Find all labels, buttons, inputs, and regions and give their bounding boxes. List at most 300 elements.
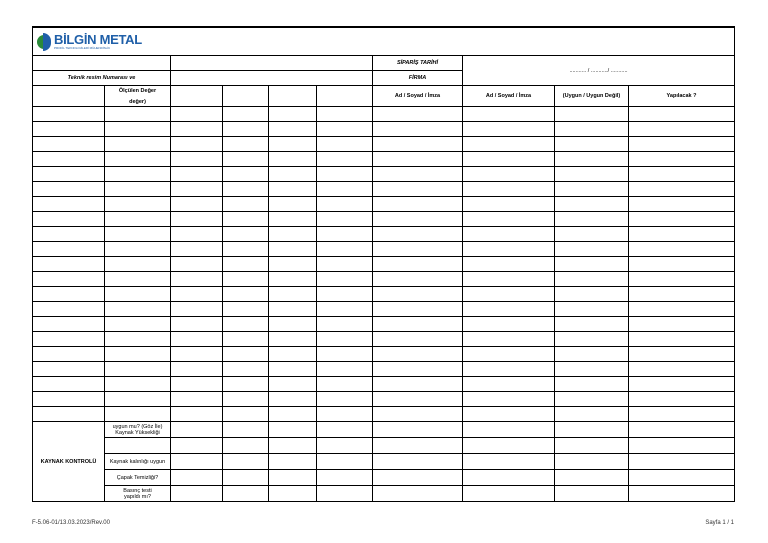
form-cell[interactable] <box>373 332 463 347</box>
form-cell[interactable] <box>555 212 629 227</box>
form-cell[interactable] <box>171 167 223 182</box>
form-cell[interactable] <box>555 302 629 317</box>
form-cell[interactable] <box>33 197 105 212</box>
form-cell[interactable] <box>223 257 269 272</box>
form-cell[interactable] <box>629 167 735 182</box>
form-cell[interactable] <box>105 332 171 347</box>
form-cell[interactable] <box>317 377 373 392</box>
form-cell[interactable] <box>269 332 317 347</box>
form-cell[interactable] <box>223 392 269 407</box>
form-cell[interactable] <box>105 242 171 257</box>
form-cell[interactable] <box>33 227 105 242</box>
form-cell[interactable] <box>223 302 269 317</box>
ad-soyad-header-2: Ad / Soyad / İmza <box>463 86 555 107</box>
form-cell[interactable] <box>629 242 735 257</box>
form-cell[interactable] <box>629 197 735 212</box>
form-cell[interactable] <box>105 122 171 137</box>
form-cell[interactable] <box>171 407 223 422</box>
form-cell[interactable] <box>463 422 555 438</box>
form-cell[interactable] <box>463 377 555 392</box>
form-cell[interactable] <box>629 182 735 197</box>
inspection-form <box>32 26 734 516</box>
form-cell[interactable] <box>629 317 735 332</box>
form-cell[interactable] <box>317 212 373 227</box>
form-cell[interactable] <box>33 272 105 287</box>
form-cell[interactable] <box>629 377 735 392</box>
olculen-deger-header <box>105 86 171 107</box>
form-cell[interactable] <box>269 167 317 182</box>
form-row <box>33 167 735 182</box>
form-cell[interactable] <box>223 287 269 302</box>
form-cell[interactable] <box>373 227 463 242</box>
form-cell[interactable] <box>269 137 317 152</box>
form-cell[interactable] <box>463 122 555 137</box>
form-cell[interactable] <box>269 392 317 407</box>
form-row <box>33 272 735 287</box>
form-cell[interactable] <box>223 407 269 422</box>
siparis-tarihi-label: SİPARİŞ TARİHİ <box>373 56 463 71</box>
ad-soyad-header-1: Ad / Soyad / İmza <box>373 86 463 107</box>
form-cell[interactable] <box>629 107 735 122</box>
kaynak-item-line: yapıldı mı? <box>124 493 151 500</box>
form-cell[interactable] <box>463 362 555 377</box>
form-cell[interactable] <box>463 182 555 197</box>
form-cell[interactable] <box>171 362 223 377</box>
form-cell[interactable] <box>317 107 373 122</box>
form-cell[interactable] <box>317 197 373 212</box>
form-cell[interactable] <box>33 152 105 167</box>
form-cell[interactable] <box>223 422 269 438</box>
form-cell[interactable] <box>373 470 463 486</box>
form-cell[interactable] <box>629 152 735 167</box>
form-cell[interactable] <box>171 212 223 227</box>
form-cell[interactable] <box>463 392 555 407</box>
teknik-resim-label: Teknik resim Numarası ve <box>33 71 171 86</box>
form-cell[interactable] <box>629 422 735 438</box>
form-cell[interactable] <box>555 347 629 362</box>
form-cell[interactable] <box>105 362 171 377</box>
form-cell[interactable] <box>373 422 463 438</box>
form-cell[interactable] <box>555 362 629 377</box>
form-cell[interactable] <box>33 377 105 392</box>
kaynak-item <box>105 486 171 502</box>
form-cell[interactable] <box>373 392 463 407</box>
form-cell[interactable] <box>269 182 317 197</box>
form-cell[interactable] <box>555 287 629 302</box>
form-cell[interactable] <box>629 470 735 486</box>
form-cell[interactable] <box>317 242 373 257</box>
form-table <box>32 26 735 502</box>
form-cell[interactable] <box>317 347 373 362</box>
form-cell[interactable] <box>555 137 629 152</box>
form-cell[interactable] <box>269 486 317 502</box>
form-cell[interactable] <box>317 272 373 287</box>
form-cell[interactable] <box>223 167 269 182</box>
form-cell[interactable] <box>223 227 269 242</box>
form-cell[interactable] <box>33 137 105 152</box>
form-row <box>33 137 735 152</box>
form-cell[interactable] <box>555 422 629 438</box>
form-cell[interactable] <box>317 332 373 347</box>
form-cell[interactable] <box>33 317 105 332</box>
form-cell[interactable] <box>373 377 463 392</box>
yapilacak-header: Yapılacak ? <box>629 86 735 107</box>
form-cell[interactable] <box>463 347 555 362</box>
form-cell[interactable] <box>171 182 223 197</box>
form-cell[interactable] <box>171 302 223 317</box>
form-cell[interactable] <box>555 107 629 122</box>
form-cell[interactable] <box>317 287 373 302</box>
form-cell[interactable] <box>33 212 105 227</box>
form-cell[interactable] <box>223 332 269 347</box>
form-cell[interactable] <box>105 392 171 407</box>
form-cell[interactable] <box>373 257 463 272</box>
form-cell[interactable] <box>269 287 317 302</box>
form-cell[interactable] <box>171 272 223 287</box>
form-cell[interactable] <box>269 454 317 470</box>
form-cell[interactable] <box>105 377 171 392</box>
form-cell[interactable] <box>105 438 171 454</box>
form-cell[interactable] <box>269 212 317 227</box>
form-cell[interactable] <box>223 362 269 377</box>
form-cell[interactable] <box>171 486 223 502</box>
header-cell <box>317 86 373 107</box>
form-cell[interactable] <box>463 317 555 332</box>
form-cell[interactable] <box>317 302 373 317</box>
kaynak-item-line: Basınç testi <box>123 487 152 494</box>
header-cell <box>171 86 223 107</box>
olculen-deger-line2: değer) <box>129 98 146 105</box>
form-cell[interactable] <box>317 317 373 332</box>
form-cell[interactable] <box>373 302 463 317</box>
document-code: F-5.06-01/13.03.2023/Rev.00 <box>32 520 110 526</box>
form-cell[interactable] <box>463 167 555 182</box>
form-cell[interactable] <box>629 257 735 272</box>
form-cell[interactable] <box>629 407 735 422</box>
form-cell[interactable] <box>463 287 555 302</box>
form-cell[interactable] <box>171 257 223 272</box>
form-cell[interactable] <box>33 287 105 302</box>
form-cell[interactable] <box>629 212 735 227</box>
header-cell <box>33 86 105 107</box>
form-cell[interactable] <box>33 257 105 272</box>
form-cell[interactable] <box>269 438 317 454</box>
form-cell[interactable] <box>317 392 373 407</box>
form-cell[interactable] <box>33 407 105 422</box>
form-cell[interactable] <box>223 347 269 362</box>
form-cell[interactable] <box>463 257 555 272</box>
form-cell[interactable] <box>317 227 373 242</box>
form-cell[interactable] <box>629 137 735 152</box>
form-cell[interactable] <box>555 470 629 486</box>
form-cell[interactable] <box>269 347 317 362</box>
form-cell[interactable] <box>463 137 555 152</box>
form-cell[interactable] <box>373 167 463 182</box>
page-number: Sayfa 1 / 1 <box>705 520 734 526</box>
form-cell[interactable] <box>171 122 223 137</box>
form-row <box>33 242 735 257</box>
form-cell[interactable] <box>171 377 223 392</box>
form-row <box>33 332 735 347</box>
form-cell[interactable] <box>171 242 223 257</box>
form-row <box>33 317 735 332</box>
kaynak-kontrol-label: KAYNAK KONTROLÜ <box>33 422 105 502</box>
kaynak-item-line: Kaynak Yüksekliği <box>115 429 160 436</box>
kaynak-item: Kaynak kalınlığı uygun <box>105 454 171 470</box>
form-cell[interactable] <box>463 332 555 347</box>
form-cell[interactable] <box>629 332 735 347</box>
form-cell[interactable] <box>463 407 555 422</box>
form-cell[interactable] <box>463 212 555 227</box>
form-cell[interactable] <box>223 454 269 470</box>
form-cell[interactable] <box>269 470 317 486</box>
form-cell[interactable] <box>555 167 629 182</box>
form-cell[interactable] <box>33 182 105 197</box>
form-cell[interactable] <box>33 392 105 407</box>
form-cell[interactable] <box>223 122 269 137</box>
form-cell[interactable] <box>171 392 223 407</box>
form-cell[interactable] <box>269 197 317 212</box>
form-row <box>33 347 735 362</box>
form-cell[interactable] <box>373 107 463 122</box>
form-cell[interactable] <box>171 422 223 438</box>
form-cell[interactable] <box>269 302 317 317</box>
form-cell[interactable] <box>223 197 269 212</box>
form-cell[interactable] <box>269 377 317 392</box>
form-cell[interactable] <box>171 454 223 470</box>
form-cell[interactable] <box>105 197 171 212</box>
form-cell[interactable] <box>269 152 317 167</box>
form-row <box>33 122 735 137</box>
form-cell[interactable] <box>317 486 373 502</box>
form-cell[interactable] <box>373 272 463 287</box>
form-cell[interactable] <box>629 392 735 407</box>
form-cell[interactable] <box>105 227 171 242</box>
kaynak-item: Çapak Temizliği? <box>105 470 171 486</box>
form-cell[interactable] <box>555 227 629 242</box>
form-cell[interactable] <box>33 107 105 122</box>
form-cell[interactable] <box>555 438 629 454</box>
form-cell[interactable] <box>317 137 373 152</box>
form-cell[interactable] <box>629 272 735 287</box>
form-cell[interactable] <box>269 362 317 377</box>
form-cell[interactable] <box>373 486 463 502</box>
blank-cell <box>33 56 171 71</box>
form-cell[interactable] <box>317 422 373 438</box>
form-cell[interactable] <box>463 302 555 317</box>
form-cell[interactable] <box>317 182 373 197</box>
form-cell[interactable] <box>463 107 555 122</box>
form-cell[interactable] <box>373 122 463 137</box>
form-cell[interactable] <box>463 470 555 486</box>
logo-subtitle: PROFİL TEKNOLOJİLERİ MÜHENDİSLİK <box>54 46 111 50</box>
form-cell[interactable] <box>629 486 735 502</box>
form-cell[interactable] <box>171 137 223 152</box>
form-cell[interactable] <box>317 167 373 182</box>
form-cell[interactable] <box>555 152 629 167</box>
form-cell[interactable] <box>269 422 317 438</box>
form-cell[interactable] <box>555 242 629 257</box>
form-cell[interactable] <box>105 407 171 422</box>
header-cell <box>269 86 317 107</box>
form-cell[interactable] <box>33 332 105 347</box>
form-cell[interactable] <box>373 407 463 422</box>
form-cell[interactable] <box>629 122 735 137</box>
form-cell[interactable] <box>555 317 629 332</box>
form-cell[interactable] <box>317 470 373 486</box>
form-cell[interactable] <box>33 347 105 362</box>
form-cell[interactable] <box>105 272 171 287</box>
order-date-field[interactable]: ........... / .........../ ........... <box>463 56 735 86</box>
form-cell[interactable] <box>317 438 373 454</box>
form-cell[interactable] <box>171 227 223 242</box>
form-cell[interactable] <box>223 317 269 332</box>
form-row <box>33 212 735 227</box>
form-cell[interactable] <box>373 197 463 212</box>
form-cell[interactable] <box>105 317 171 332</box>
form-cell[interactable] <box>223 272 269 287</box>
form-cell[interactable] <box>171 152 223 167</box>
form-cell[interactable] <box>223 470 269 486</box>
form-cell[interactable] <box>223 212 269 227</box>
form-cell[interactable] <box>223 377 269 392</box>
form-body <box>33 107 735 422</box>
form-cell[interactable] <box>373 152 463 167</box>
form-row <box>33 407 735 422</box>
logo-name: BİLGİN METAL <box>54 32 142 47</box>
form-cell[interactable] <box>171 287 223 302</box>
form-cell[interactable] <box>171 197 223 212</box>
form-cell[interactable] <box>171 438 223 454</box>
form-cell[interactable] <box>555 377 629 392</box>
form-cell[interactable] <box>105 257 171 272</box>
form-cell[interactable] <box>105 167 171 182</box>
form-cell[interactable] <box>223 486 269 502</box>
form-cell[interactable] <box>105 137 171 152</box>
blank-cell <box>171 56 373 71</box>
form-cell[interactable] <box>629 347 735 362</box>
form-cell[interactable] <box>317 454 373 470</box>
form-cell[interactable] <box>317 407 373 422</box>
form-cell[interactable] <box>373 137 463 152</box>
form-cell[interactable] <box>269 122 317 137</box>
form-row <box>33 107 735 122</box>
olculen-deger-line1: Ölçülen Değer <box>118 87 157 94</box>
form-cell[interactable] <box>629 302 735 317</box>
form-cell[interactable] <box>223 152 269 167</box>
form-cell[interactable] <box>317 122 373 137</box>
form-cell[interactable] <box>269 227 317 242</box>
form-cell[interactable] <box>269 272 317 287</box>
form-cell[interactable] <box>555 332 629 347</box>
form-cell[interactable] <box>373 287 463 302</box>
form-cell[interactable] <box>171 347 223 362</box>
form-cell[interactable] <box>33 167 105 182</box>
form-cell[interactable] <box>105 182 171 197</box>
form-cell[interactable] <box>33 122 105 137</box>
form-cell[interactable] <box>373 212 463 227</box>
form-cell[interactable] <box>269 107 317 122</box>
form-cell[interactable] <box>555 272 629 287</box>
form-cell[interactable] <box>269 257 317 272</box>
form-cell[interactable] <box>629 287 735 302</box>
form-cell[interactable] <box>105 107 171 122</box>
form-cell[interactable] <box>171 317 223 332</box>
form-cell[interactable] <box>373 438 463 454</box>
form-cell[interactable] <box>269 317 317 332</box>
form-cell[interactable] <box>317 362 373 377</box>
form-cell[interactable] <box>555 257 629 272</box>
form-cell[interactable] <box>463 152 555 167</box>
form-cell[interactable] <box>33 302 105 317</box>
form-cell[interactable] <box>171 332 223 347</box>
form-cell[interactable] <box>269 407 317 422</box>
company-logo <box>33 28 734 55</box>
form-row <box>33 182 735 197</box>
form-cell[interactable] <box>555 486 629 502</box>
form-cell[interactable] <box>629 438 735 454</box>
form-cell[interactable] <box>463 486 555 502</box>
form-cell[interactable] <box>629 362 735 377</box>
form-cell[interactable] <box>629 227 735 242</box>
form-row <box>33 152 735 167</box>
form-cell[interactable] <box>373 362 463 377</box>
form-cell[interactable] <box>555 197 629 212</box>
form-cell[interactable] <box>555 182 629 197</box>
form-cell[interactable] <box>373 317 463 332</box>
form-cell[interactable] <box>373 182 463 197</box>
form-cell[interactable] <box>555 454 629 470</box>
form-cell[interactable] <box>463 438 555 454</box>
form-cell[interactable] <box>33 362 105 377</box>
form-cell[interactable] <box>105 152 171 167</box>
form-cell[interactable] <box>373 347 463 362</box>
form-cell[interactable] <box>463 454 555 470</box>
form-cell[interactable] <box>555 122 629 137</box>
form-cell[interactable] <box>373 454 463 470</box>
form-cell[interactable] <box>223 242 269 257</box>
teknik-resim-field[interactable] <box>171 71 373 86</box>
form-cell[interactable] <box>555 392 629 407</box>
form-row <box>33 257 735 272</box>
form-cell[interactable] <box>105 212 171 227</box>
form-cell[interactable] <box>463 197 555 212</box>
form-cell[interactable] <box>105 347 171 362</box>
form-cell[interactable] <box>33 242 105 257</box>
form-cell[interactable] <box>463 272 555 287</box>
logo-cell <box>33 27 735 56</box>
form-cell[interactable] <box>317 257 373 272</box>
form-cell[interactable] <box>105 287 171 302</box>
form-cell[interactable] <box>629 454 735 470</box>
form-cell[interactable] <box>555 407 629 422</box>
form-cell[interactable] <box>317 152 373 167</box>
form-cell[interactable] <box>373 242 463 257</box>
form-cell[interactable] <box>223 182 269 197</box>
form-cell[interactable] <box>223 137 269 152</box>
form-cell[interactable] <box>269 242 317 257</box>
form-row <box>33 362 735 377</box>
form-row <box>33 377 735 392</box>
kaynak-item-line: uygun mu? (Göz İle) <box>112 423 163 430</box>
form-cell[interactable] <box>105 302 171 317</box>
form-cell[interactable] <box>223 438 269 454</box>
form-cell[interactable] <box>171 470 223 486</box>
form-cell[interactable] <box>171 107 223 122</box>
form-cell[interactable] <box>463 242 555 257</box>
form-cell[interactable] <box>463 227 555 242</box>
form-cell[interactable] <box>223 107 269 122</box>
